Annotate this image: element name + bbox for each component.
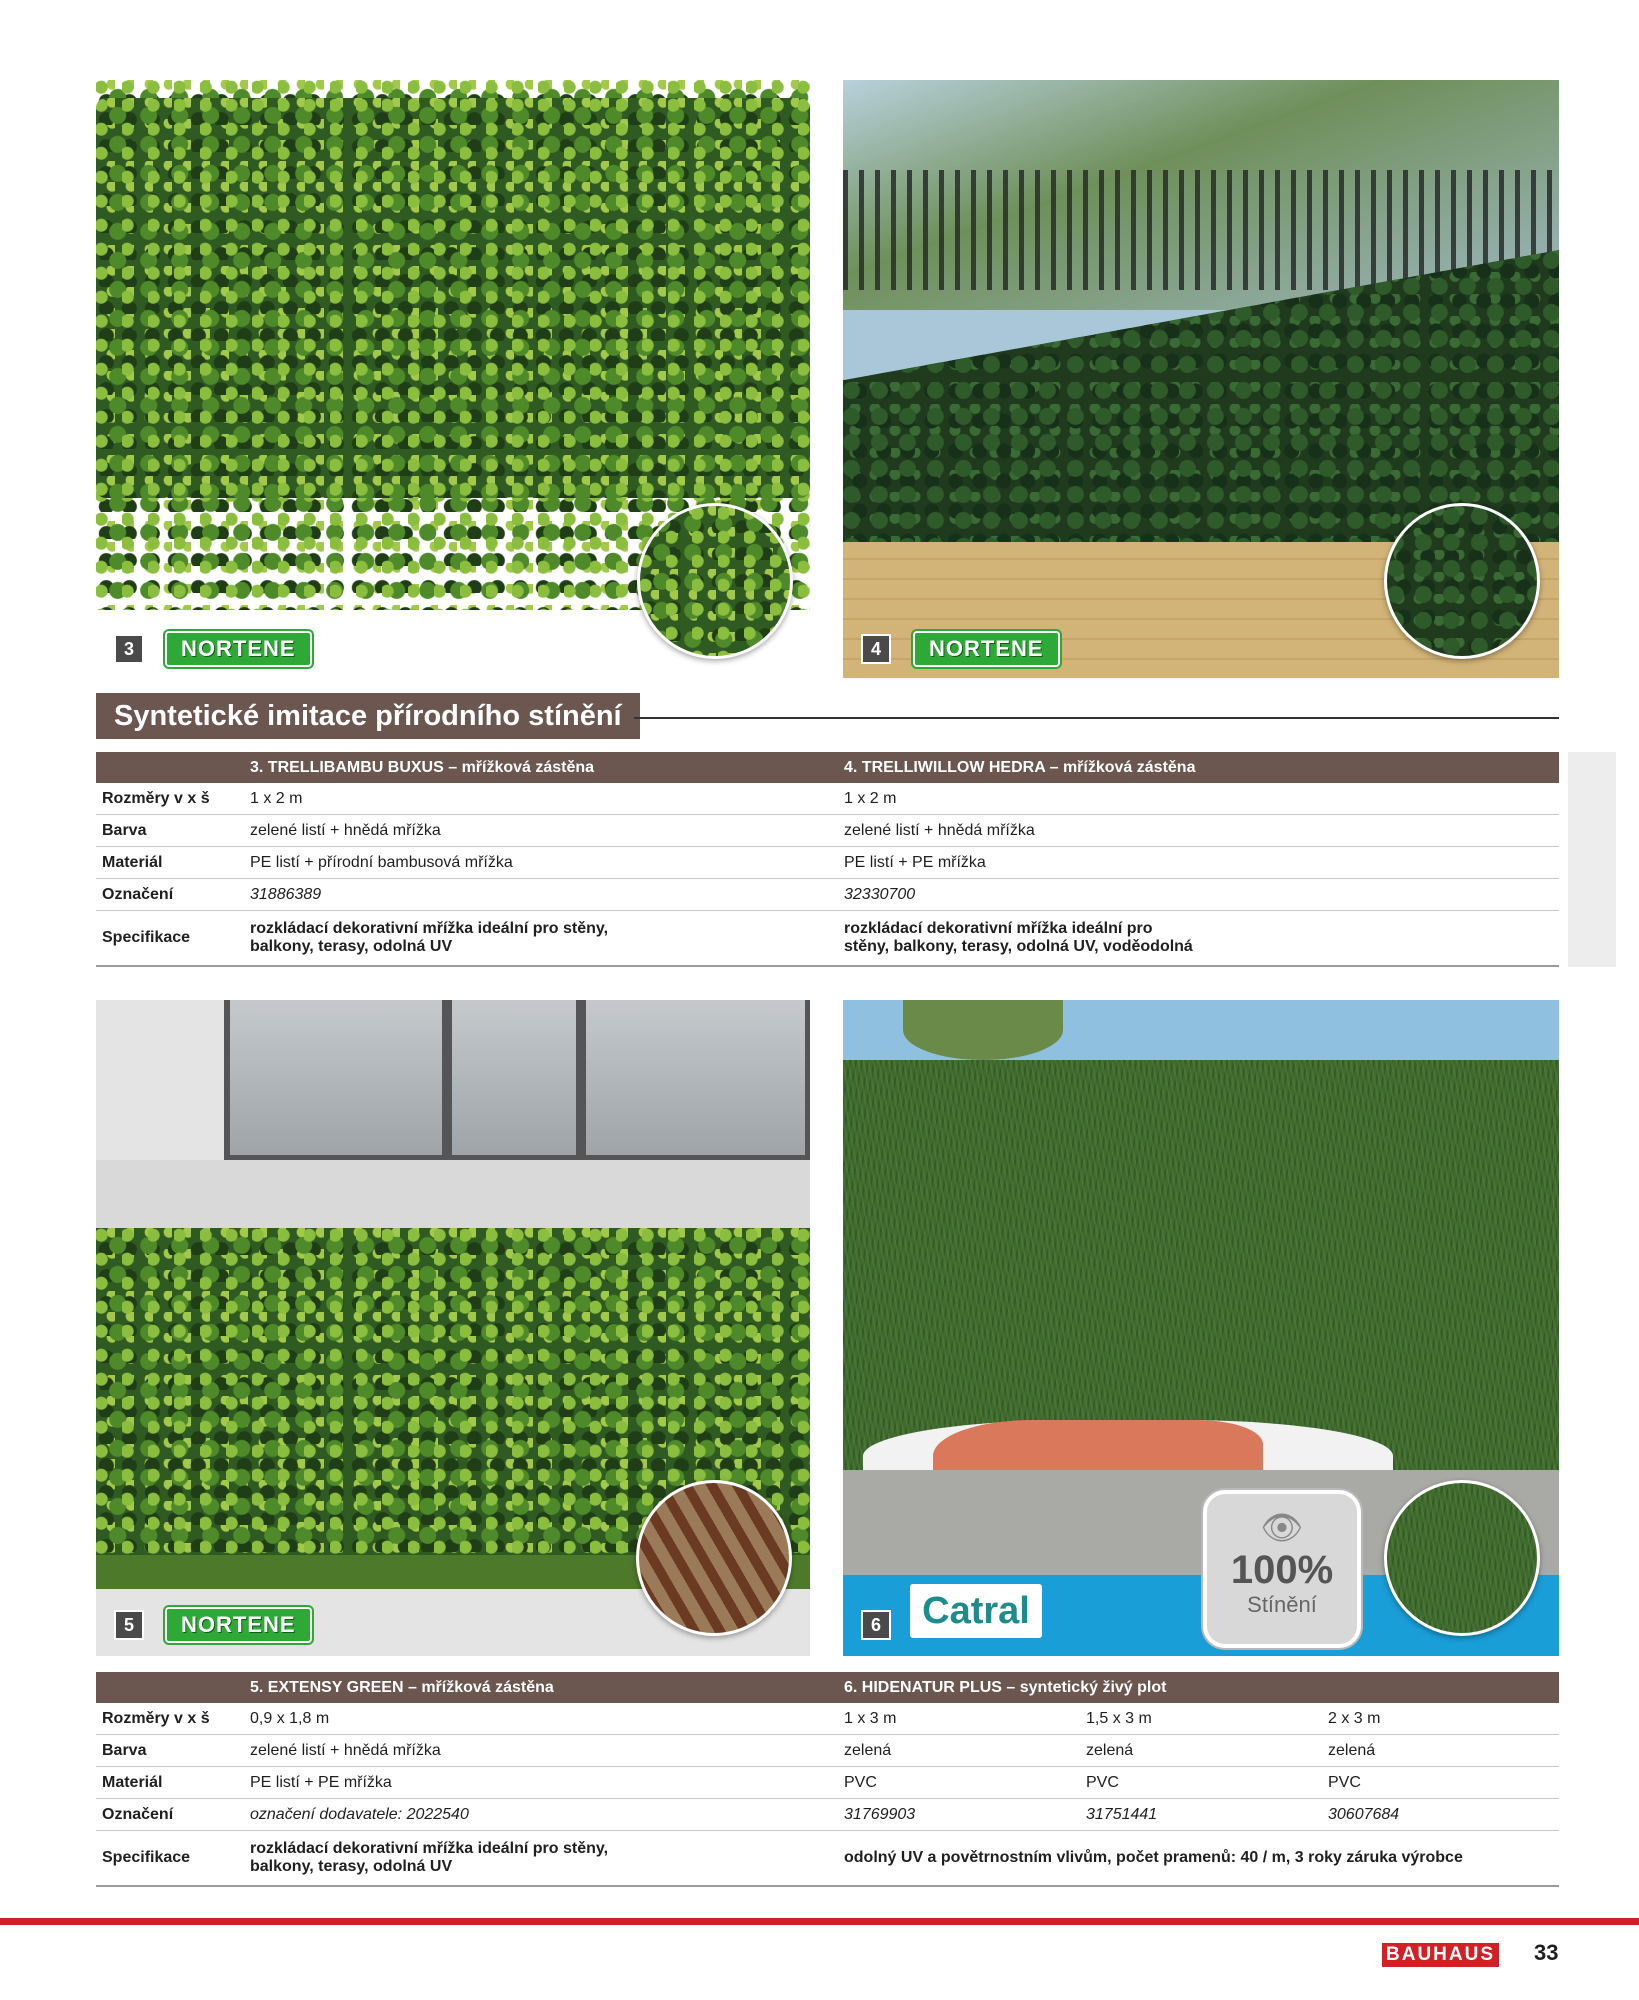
table-cell: 2 x 3 m — [1322, 1703, 1559, 1735]
product-code: 31769903 — [838, 1799, 1080, 1831]
column-header: 4. TRELLIWILLOW HEDRA – mřížková zástěna — [838, 752, 1559, 783]
table-row — [96, 1703, 1559, 1735]
table-cell: PVC — [838, 1767, 1080, 1799]
table-header-row — [96, 1672, 1559, 1703]
spec-description: rozkládací dekorativní mřížka ideální pro stěny, balkony, terasy, odolná UV — [244, 1831, 838, 1887]
product-number-3: 3 — [114, 634, 144, 664]
brand-logo-nortene: NORTENE — [165, 1607, 312, 1643]
table-cell: PE listí + přírodní bambusová mřížka — [244, 847, 838, 879]
tree-top — [903, 1000, 1063, 1060]
table-cell: zelené listí + hnědá mřížka — [244, 1735, 838, 1767]
table-cell: 1 x 2 m — [244, 783, 838, 815]
row-label: Barva — [96, 815, 244, 847]
shade-badge — [1203, 1490, 1361, 1648]
row-label: Rozměry v x š — [96, 1703, 244, 1735]
table-cell: PVC — [1080, 1767, 1322, 1799]
table-row — [96, 911, 1559, 967]
row-label: Označení — [96, 879, 244, 911]
brand-logo-nortene: NORTENE — [913, 631, 1060, 667]
row-label: Materiál — [96, 847, 244, 879]
table-cell: PE listí + PE mřížka — [838, 847, 1559, 879]
table-cell: PE listí + PE mřížka — [244, 1767, 838, 1799]
row-label: Rozměry v x š — [96, 783, 244, 815]
product-code: označení dodavatele: 2022540 — [244, 1799, 838, 1831]
page-number: 33 — [1534, 1940, 1559, 1965]
product-number-4: 4 — [861, 634, 891, 664]
spec-table-1 — [96, 752, 1559, 967]
table-cell: zelená — [1080, 1735, 1322, 1767]
spec-description: rozkládací dekorativní mřížka ideální pro stěny, balkony, terasy, odolná UV, voděodolná — [838, 911, 1559, 967]
spec-description: odolný UV a povětrnostním vlivům, počet pramenů: 40 / m, 3 roky záruka výrobce — [838, 1831, 1559, 1887]
row-label: Specifikace — [96, 911, 244, 967]
table-row — [96, 1735, 1559, 1767]
table-row — [96, 783, 1559, 815]
table-row — [96, 815, 1559, 847]
product-code: 32330700 — [838, 879, 1559, 911]
title-divider — [634, 717, 1559, 719]
row-label: Specifikace — [96, 1831, 244, 1887]
shade-label: Stínění — [1247, 1592, 1317, 1617]
spec-description: rozkládací dekorativní mřížka ideální pro stěny, balkony, terasy, odolná UV — [244, 911, 838, 967]
column-header: 3. TRELLIBAMBU BUXUS – mřížková zástěna — [244, 752, 838, 783]
window — [224, 1000, 810, 1161]
column-header: 5. EXTENSY GREEN – mřížková zástěna — [244, 1672, 838, 1703]
table-cell: 0,9 x 1,8 m — [244, 1703, 838, 1735]
detail-inset-4 — [1384, 503, 1540, 659]
bauhaus-logo: BAUHAUS — [1382, 1943, 1499, 1967]
column-header: 6. HIDENATUR PLUS – syntetický živý plot — [838, 1672, 1559, 1703]
table-cell: zelené listí + hnědá mřížka — [244, 815, 838, 847]
table-row — [96, 1799, 1559, 1831]
table-header-row — [96, 752, 1559, 783]
table-row — [96, 847, 1559, 879]
table-cell: zelená — [838, 1735, 1080, 1767]
table-row — [96, 879, 1559, 911]
brand-logo-catral: Catral — [910, 1584, 1042, 1638]
row-label: Materiál — [96, 1767, 244, 1799]
detail-inset-5 — [636, 1480, 792, 1636]
row-label: Označení — [96, 1799, 244, 1831]
table-row — [96, 1831, 1559, 1887]
detail-inset-3 — [637, 503, 793, 659]
detail-inset-6 — [1384, 1480, 1540, 1636]
table-cell: PVC — [1322, 1767, 1559, 1799]
eye-icon: 👁 — [1260, 1509, 1304, 1547]
table-row — [96, 1767, 1559, 1799]
hedge-leaves — [96, 98, 810, 498]
table-cell: zelená — [1322, 1735, 1559, 1767]
footer-rule — [0, 1918, 1639, 1925]
artificial-hedge — [843, 1060, 1559, 1470]
window-frame — [576, 1000, 586, 1155]
table-cell: zelené listí + hnědá mřížka — [838, 815, 1559, 847]
spec-table-2 — [96, 1672, 1559, 1887]
shade-value: 100% — [1230, 1548, 1334, 1592]
table-cell: 1,5 x 3 m — [1080, 1703, 1322, 1735]
table-cell: 1 x 3 m — [838, 1703, 1080, 1735]
product-number-5: 5 — [114, 1610, 144, 1640]
section-title: Syntetické imitace přírodního stínění — [96, 693, 640, 739]
product-number-6: 6 — [861, 1610, 891, 1640]
table-cell: 1 x 2 m — [838, 783, 1559, 815]
product-code: 30607684 — [1322, 1799, 1559, 1831]
product-code: 31751441 — [1080, 1799, 1322, 1831]
side-tab — [1568, 752, 1616, 967]
row-label: Barva — [96, 1735, 244, 1767]
brand-logo-nortene: NORTENE — [165, 631, 312, 667]
window-frame — [442, 1000, 452, 1155]
product-code: 31886389 — [244, 879, 838, 911]
